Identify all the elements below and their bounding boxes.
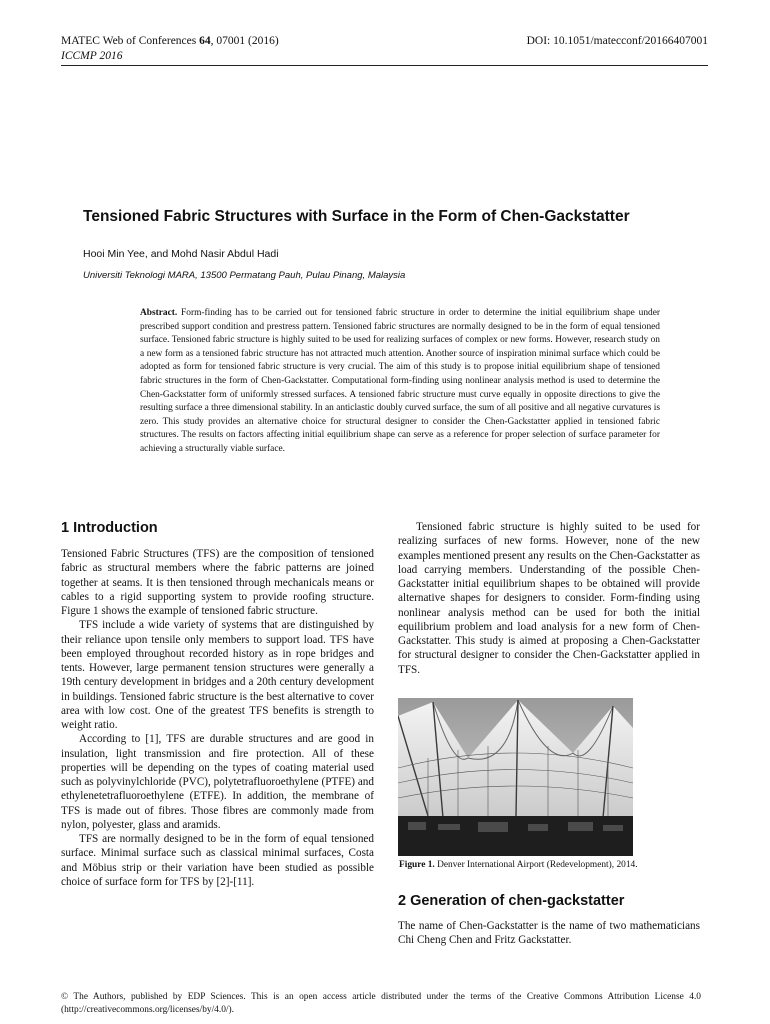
figure-1-caption xyxy=(399,860,638,870)
journal-prefix: MATEC Web of Conferences xyxy=(61,35,200,47)
paper-authors: Hooi Min Yee, and Mohd Nasir Abdul Hadi xyxy=(83,248,279,260)
volume-number: 64 xyxy=(199,35,211,47)
figure-label: Figure 1. xyxy=(399,860,435,870)
figure-caption-text: Denver International Airport (Redevelopment), 2014. xyxy=(434,860,638,870)
copyright-footer: © The Authors, published by EDP Sciences. This is an open access article distributed under the terms of the Creative Commons Attribution License 4.0 (http://creativecommons.org/licenses/by/4.0/). xyxy=(61,992,701,1015)
header-divider xyxy=(61,65,708,66)
article-number: , 07001 (2016) xyxy=(210,35,279,47)
running-header-conference: ICCMP 2016 xyxy=(61,50,123,62)
running-header-doi: DOI: 10.1051/matecconf/20166407001 xyxy=(526,35,708,47)
paragraph: TFS are normally designed to be in the form of equal tensioned surface. Minimal surface such as classical minimal surfaces, Costa and Möbius strip or their variation have been studied as possible choice of surface form for TFS by [2]-[11]. xyxy=(61,833,374,888)
abstract-label: Abstract. xyxy=(140,308,178,318)
airport-canopy-illustration xyxy=(398,698,633,856)
paper-affiliation: Universiti Teknologi MARA, 13500 Permatang Pauh, Pulau Pinang, Malaysia xyxy=(83,270,406,281)
abstract-text: Form-finding has to be carried out for tensioned fabric structure in order to determine the initial equilibrium shape under prescribed support condition and prestress pattern. Tensioned fabric structures are normally designed to be in the form of equal tensioned surface. Tensioned fabric structure is highly suited to be used for realizing surfaces of complex or new forms. However, research study on a new form as a tensioned fabric structure has not attracted much attention. Another source of inspiration minimal surface which could be adopted as form for tensioned fabric structure is very crucial. The aim of this study is to propose initial equilibrium shape of tensioned fabric structures in the form of Chen-Gackstatter. Computational form-finding using nonlinear analysis method is used to determine the Chen-Gackstatter form of uniformly stressed surfaces. A tensioned fabric structure must curve equally in opposite directions to give the resulting surface a three dimensional stability. In an anticlastic doubly curved surface, the sum of all positive and all negative curvatures is zero. This study provides an alternative choice for structural designer to consider the Chen-Gackstatter applied in tensioned fabric structures. The results on factors affecting initial equilibrium shape can serve as a reference for proper selection of surface parameter for achieving a structurally viable surface. xyxy=(140,308,660,454)
section-heading-introduction: 1 Introduction xyxy=(61,520,158,536)
right-column xyxy=(398,520,700,677)
paragraph: According to [1], TFS are durable structures and are good in insulation, light transmission and fire protection. All of these properties will be depending on the types of coating material used such as polyvinylchloride (PVC), polytetrafluoroethylene (PTFE) and ethylenetetrafluoroethylene (ETFE). In addition, the membrane of TFS is made out of fibres. Those fibres are commonly made from nylon, polyester, glass and aramids. xyxy=(61,733,374,831)
paragraph: TFS include a wide variety of systems that are distinguished by their reliance upon tensile only members to support load. TFS have been employed throughout recorded history as in rope bridges and tents. However, large permanent tension structures were generally a 19th century development in bridges and a 20th century development in buildings. Tensioned fabric structure is the best alternative to cover area with low cost. One of the greatest TFS benefits is strength to weight ratio. xyxy=(61,619,374,731)
figure-1-photo xyxy=(398,698,633,856)
paragraph: Tensioned fabric structure is highly suited to be used for realizing surfaces of new forms. However, none of the new examples mentioned present any results on the Chen-Gackstatter as load carrying members. Understanding of the possible Chen-Gackstatter initial equilibrium shapes to be obtained will provide alternative shapes for designers to consider. Form-finding using nonlinear analysis method can be used for both the initial equilibrium problem and load analysis for a new form of Chen-Gackstatter. This study is aimed at proposing a Chen-Gackstatter for structural designer to consider the Chen-Gackstatter applied in TFS. xyxy=(398,521,700,676)
section-heading-generation: 2 Generation of chen-gackstatter xyxy=(398,893,625,909)
section-2-text xyxy=(398,919,700,948)
left-column xyxy=(61,547,374,889)
running-header-journal xyxy=(61,35,279,47)
paper-title: Tensioned Fabric Structures with Surface in the Form of Chen-Gackstatter xyxy=(83,208,630,225)
paragraph: Tensioned Fabric Structures (TFS) are the composition of tensioned fabric as structural members where the fabric patterns are joined together at seams. It is then tensioned through mechanicals means or cables to a rigid supporting system to provide roofing structure. Figure 1 shows the example of tensioned fabric structure. xyxy=(61,548,374,617)
paragraph: The name of Chen-Gackstatter is the name of two mathematicians Chi Cheng Chen and Fritz Gackstatter. xyxy=(398,920,700,947)
abstract xyxy=(140,307,660,457)
